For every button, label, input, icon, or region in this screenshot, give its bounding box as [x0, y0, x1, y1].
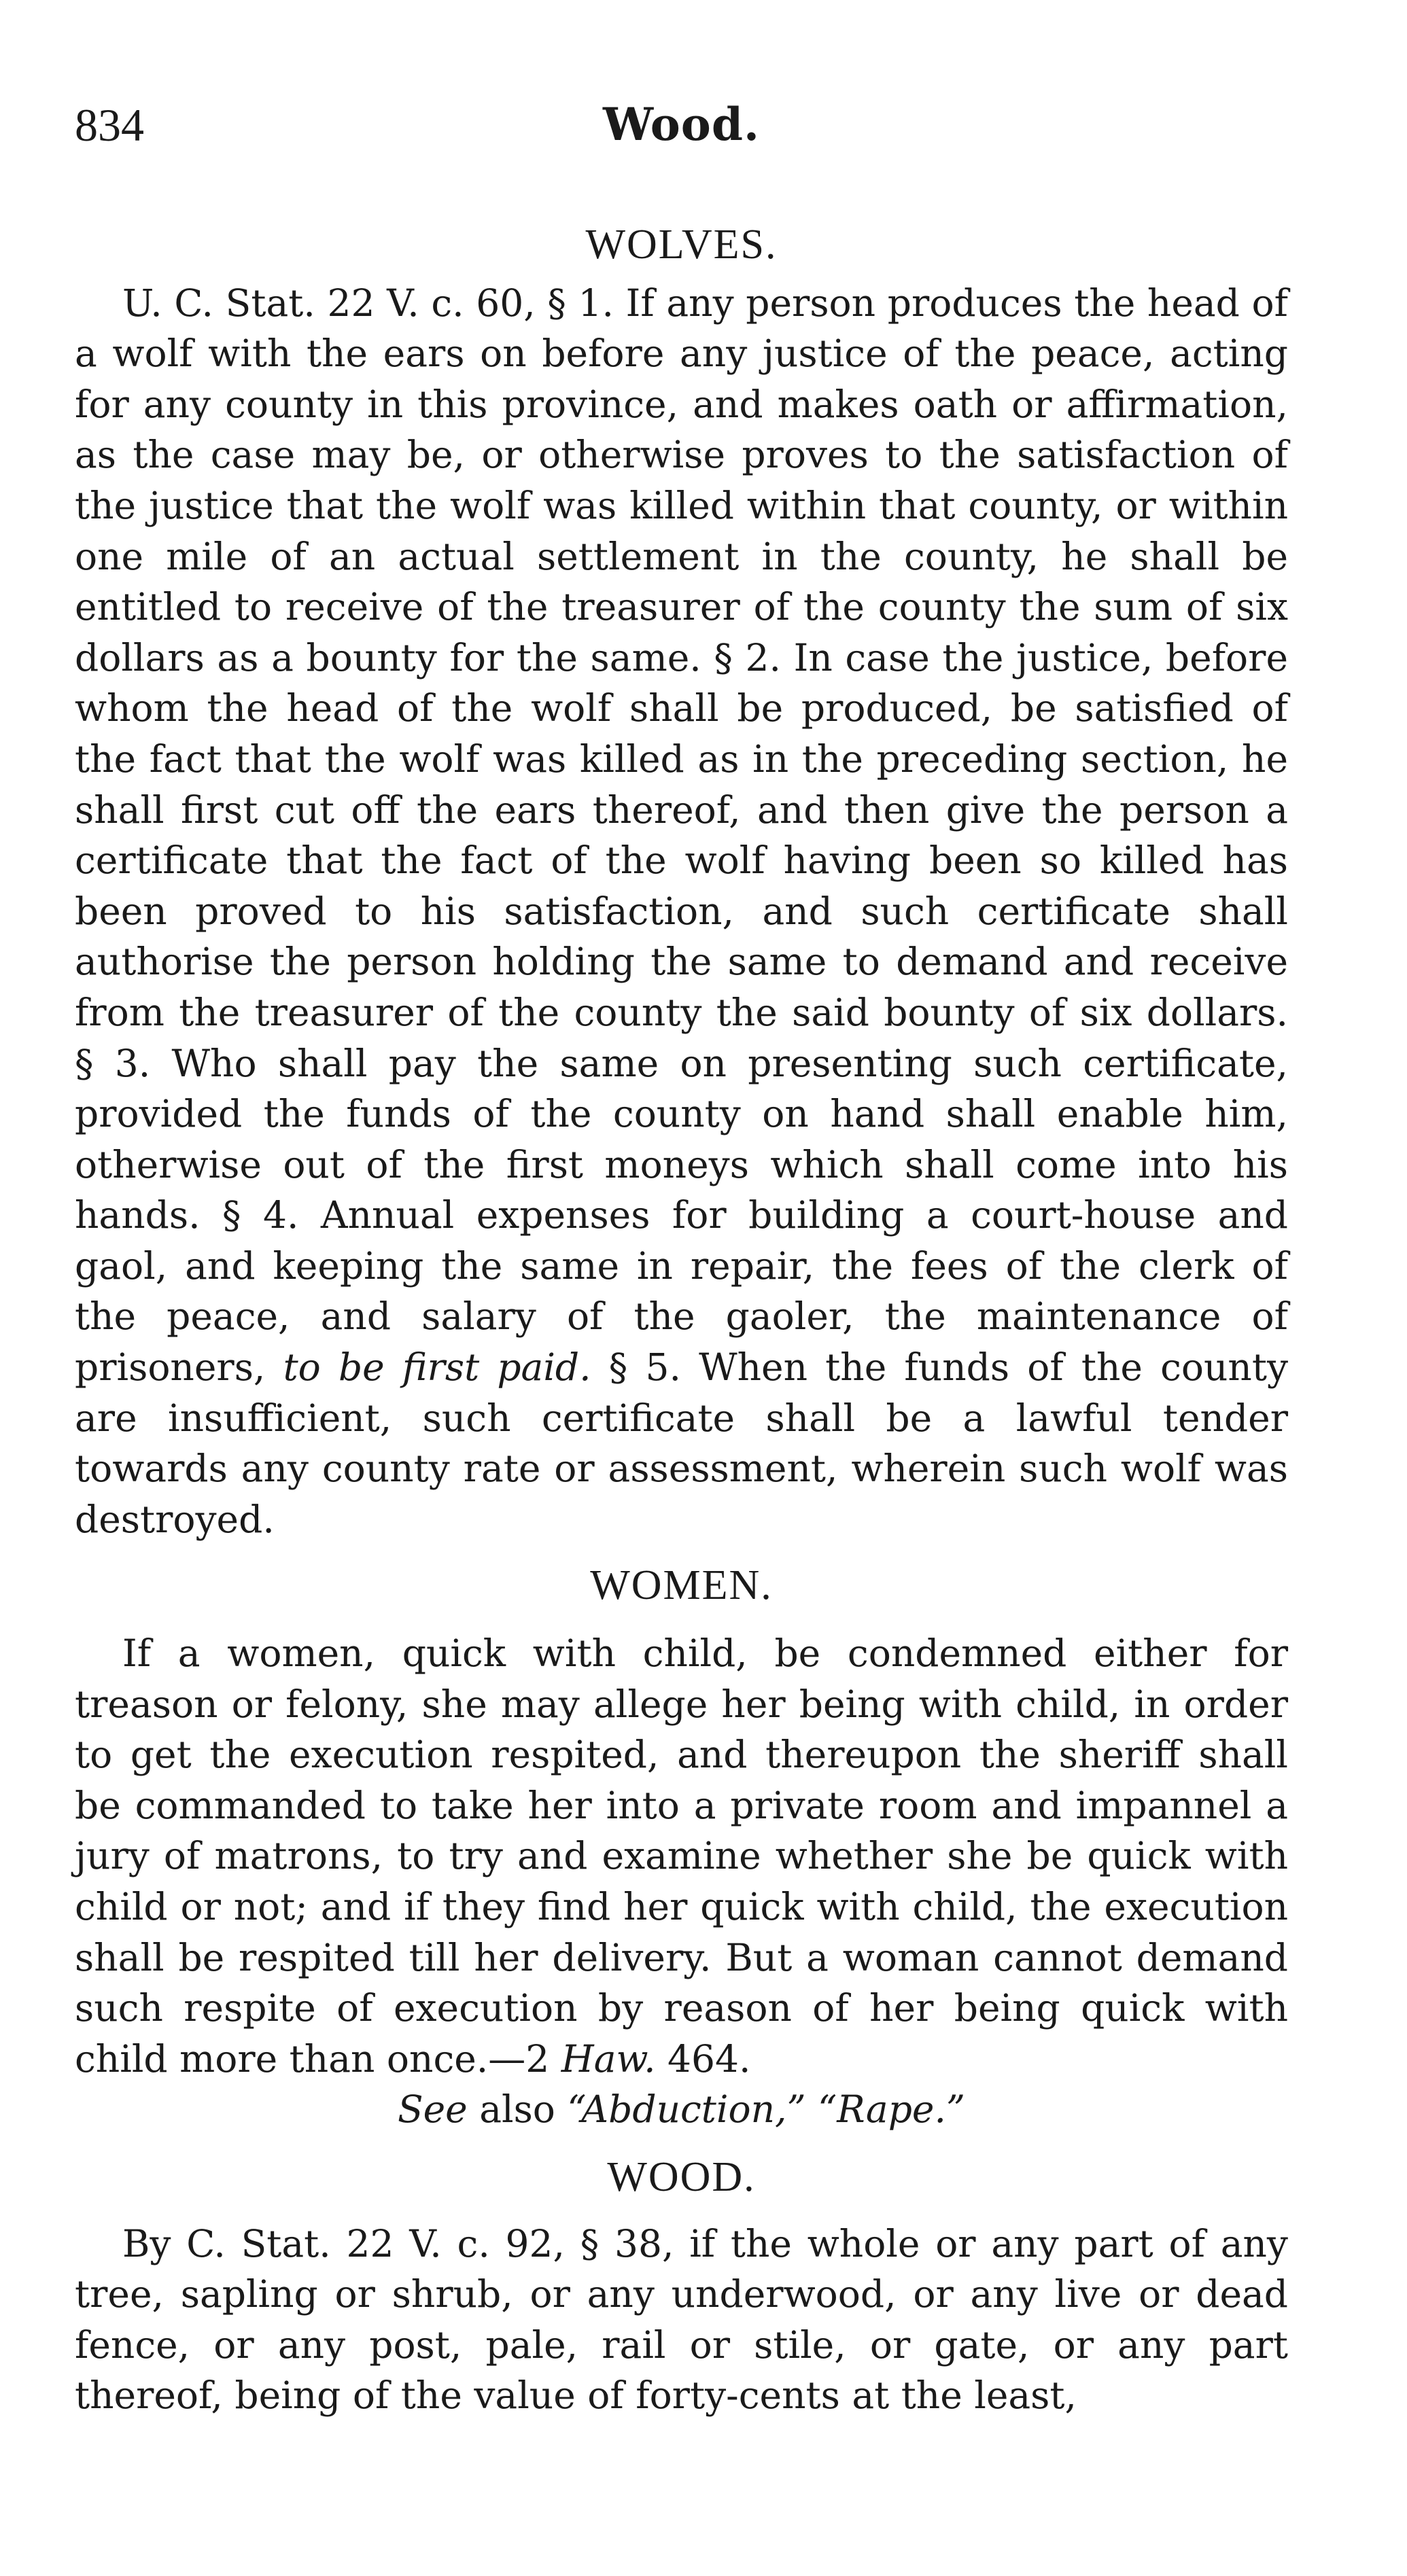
citation-source: Haw. — [561, 2036, 656, 2081]
paragraph-women — [75, 1628, 1288, 2084]
section-heading-wolves: WOLVES. — [585, 222, 778, 268]
paragraph-text: § 5. When the funds of the county are insufficient, such certificate shall be a lawful tender towards any county rate or assessment, wherein such wolf was destroyed. — [75, 1345, 1289, 1541]
section-heading-wood: WOOD. — [607, 2153, 756, 2200]
see-also-word: See — [397, 2087, 468, 2132]
paragraph-text: U. C. Stat. 22 V. c. 60, § 1. If any person produces the head of a wolf with the ears on before any justice of the peace, acting for any county in this province, and makes oath or affirmation, as the case may be, or otherwise proves to the satisfaction of the justice that the wolf was killed within that county, or within one mile of an actual settlement in the county, he shall be entitled to receive of the treasurer of the county the sum of six dollars as a bounty for the same. § 2. In case the justice, before whom the head of the wolf shall be produced, be satisfied of the fact that the wolf was killed as in the preceding section, he shall first cut off the ears thereof, and then give the person a certificate that the fact of the wolf having been so killed has been proved to his satisfaction, and such certificate shall authorise the person holding the same to demand and receive from the treasurer of the county the said bounty of six dollars. § 3. Who shall pay the same on presenting such certificate, provided the funds of the county on hand shall enable him, otherwise out of the first moneys which shall come into his hands. § 4. Annual expenses for building a court-house and gaol, and keeping the same in repair, the fees of the clerk of the peace, and salary of the gaoler, the maintenance of prisoners, — [75, 281, 1288, 1390]
see-also-text: also — [479, 2087, 555, 2132]
italic-phrase: to be first paid. — [283, 1345, 591, 1390]
page-number: 834 — [75, 99, 144, 151]
paragraph-wolves — [75, 278, 1288, 1545]
paragraph-wood — [75, 2219, 1288, 2421]
paragraph-text: If a women, quick with child, be condemned either for treason or felony, she may allege her being with child, in order to get the execution respited, and thereupon the sheriff shall be commanded to take her into a private room and impannel a jury of matrons, to try and examine whether she be quick with child or not; and if they find her quick with child, the execution shall be respited till her delivery. But a woman cannot demand such respite of execution by reason of her being quick with child more than once.—2 — [75, 1631, 1288, 2081]
section-heading-women: WOMEN. — [590, 1562, 773, 1609]
see-also-ref: “Abduction,” — [567, 2087, 806, 2132]
citation-number: 464. — [667, 2036, 751, 2081]
running-head — [75, 98, 1288, 177]
page-body — [75, 204, 1288, 2421]
paragraph-text: By C. Stat. 22 V. c. 92, § 38, if the whole or any part of any tree, sapling or shrub, or any underwood, or any live or dead fence, or any post, pale, rail or stile, or gate, or any part thereof, being of the value of forty-cents at the least, — [75, 2221, 1288, 2418]
see-also-line — [75, 2084, 1288, 2135]
running-title: Wood. — [603, 98, 760, 151]
see-also-ref: “Rape.” — [818, 2087, 966, 2132]
